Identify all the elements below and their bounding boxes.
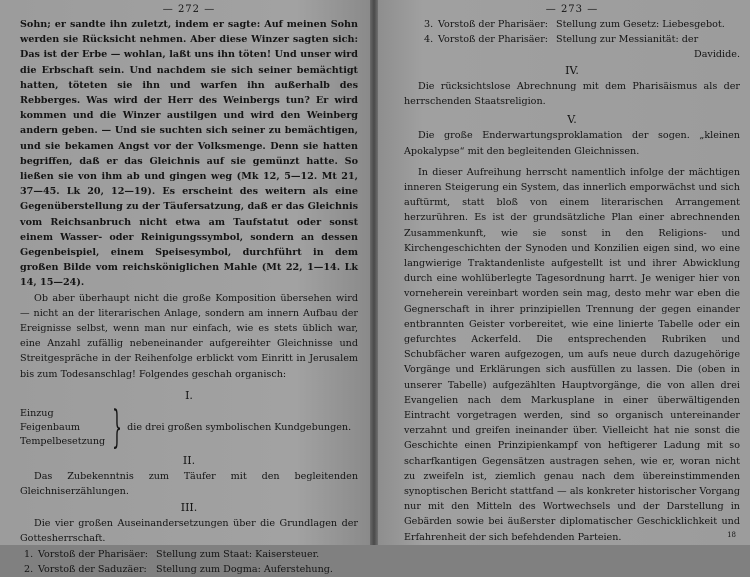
list-item	[20, 562, 358, 577]
list-label: Vorstoß der Saduzäer:	[38, 563, 147, 575]
paragraph: Die rücksichtslose Abrechnung mit dem Pharisäismus als der herrschenden Staatsreligion.	[404, 81, 740, 108]
right-page	[378, 0, 750, 545]
list-continuation: Davidide.	[694, 49, 740, 60]
list-label: Vorstoß der Pharisäer:	[38, 548, 149, 560]
list-label: Vorstoß der Pharisäer:	[438, 19, 549, 30]
brace-item: Einzug	[20, 407, 54, 419]
page-number: — 272 —	[162, 4, 216, 15]
list-item	[404, 32, 740, 47]
list-text: Stellung zum Staat: Kaisersteuer.	[156, 548, 320, 560]
paragraph: Die vier großen Auseinandersetzungen über die Grundlagen der Gottesherrschaft.	[20, 518, 358, 545]
paragraph: Sohn; er sandte ihn zuletzt, indem er sagte: Auf meinen Sohn werden sie Rücksicht nehmen. Aber diese Winzer sagten sich: Das ist der Erbe — wohlan, laßt uns ihn töten! Und unser wird die Erbschaft sein. Und nachdem sie sich seiner bemächtigt hatten, töteten sie ihn und warfen ihn außerhalb des Rebberges. Was wird der Herr des Weinbergs tun? Er wird kommen und die Winzer austilgen und wird den Weinberg andern geben. — Und sie suchten sich seiner zu bemächtigen, und sie bekamen Angst vor der Volksmenge. Denn sie hatten begriffen, daß er das Gleichnis auf sie gemünzt hatte. So ließen sie von ihm ab und gingen weg (Mk 12, 5—12. Mt 21, 37—45. Lk 20, 12—19). Es erscheint des weitern als eine Gegenüberstellung zu der Täufersatzung, daß er das Gleichnis vom Reichsanbruch nicht etwa am Taufstatut oder sonst einem Wasser- oder Reinigungssymbol, sondern an dessen Gegenbeispiel, einem Speisesymbol, durchführt in dem großen Bilde vom reichsköniglichen Mahle (Mt 22, 1—14. Lk 14, 15—24).	[20, 19, 358, 289]
list-number: 1.	[24, 548, 34, 560]
section-heading: III.	[180, 501, 198, 515]
brace-items	[20, 407, 105, 449]
section-heading: IV.	[565, 64, 579, 77]
list-label: Vorstoß der Pharisäer:	[438, 34, 549, 45]
list-number: 3.	[424, 19, 434, 30]
list-number: 4.	[424, 34, 434, 45]
signature-mark: 18	[727, 531, 736, 539]
list-item	[20, 547, 358, 562]
book-gutter	[370, 0, 378, 545]
page-number: — 273 —	[545, 4, 599, 15]
paragraph: Ob aber überhaupt nicht die große Komposition übersehen wird — nicht an der literarischen Anlage, sondern am innern Aufbau der Ereignisse selbst, wenn man nur einfach, wie es stets üblich war, eine Anzahl zufällig nebeneinander aufgereihter Gleichnisse und Streitgespräche in der Reihenfolge erblickt vom Einritt in Jerusalem bis zum Todesanschlag! Folgendes geschah organisch:	[20, 292, 358, 380]
paragraph: In dieser Aufreihung herrscht namentlich infolge der mächtigen inneren Steigerung ein System, das innerlich emporwächst und sich auftürmt, statt bloß von einem literarischen Arrangement herzurühren. Es ist der grundsätzliche Plan einer abrechnenden Zusammenkunft, wie sie sonst in den Religions- und Kirchengeschichten der Synoden und Konzilien eigen sind, wo eine langwierige Traktandenliste aufgestellt ist und ihrer Abwicklung durch eine wohlüberlegte Tagesordnung harrt. Je weniger hier von vorneherein vereinbart worden sein mag, desto mehr war eben die Gegnerschaft in ihrer prinzipiellen Trennung der gegen einander entbrannten Geister vorbereitet, wie eine linierte Tabelle oder ein gefurchtes Ackerfeld. Die entsprechenden Rubriken und Schubfächer waren aufgezogen, um aufs neue durch dazugehörige Vorgänge und Erklärungen sich ausfüllen zu lassen. Die (oben in unserer Tabelle) aufgezählten Hauptvorgänge, die von allen drei Evangelien nach dem Markusplane in einer überwältigenden Eintracht vorgetragen werden, sind so organisch untereinander verzahnt und greifen ineinander über. Vielleicht hat nie sonst die Geschichte einen Prinzipienkampf von heftigerer Ladung mit so scharfkantigen Gegensätzen austragen sehen, wie er, woran nicht zu zweifeln ist, ziemlich genau nach dem übereinstimmenden synoptischen Bericht stattfand — als konkreter historischer Vorgang nur mit den Mitteln des Wortwechsels und der Darstellung in Gebärden sowie bei äußerster diplomatischer Geschicklichkeit und Erfahrenheit der sich befehdenden Parteien.	[404, 166, 740, 543]
brace-item: Tempelbesetzung	[20, 435, 106, 447]
list-item	[404, 17, 740, 32]
section-heading: V.	[567, 113, 577, 127]
left-page	[0, 0, 370, 575]
list-number: 2.	[24, 563, 34, 575]
brace-description: die drei großen symbolischen Kundgebungen.	[127, 421, 352, 433]
paragraph: Die große Enderwartungsproklamation der sogen. „kleinen Apokalypse“ mit den begleitenden Gleichnissen.	[404, 130, 740, 157]
list-text: Stellung zum Dogma: Auferstehung.	[156, 563, 333, 575]
brace-item: Feigenbaum	[20, 421, 81, 433]
paragraph: Das Zubekenntnis zum Täufer mit den begleitenden Gleichniserzählungen.	[20, 470, 358, 498]
brace-group	[20, 401, 358, 453]
curly-brace-icon: }	[112, 401, 123, 453]
list-text: Stellung zur Messianität: der	[556, 34, 699, 45]
section-heading: I.	[185, 388, 193, 402]
section-heading: II.	[182, 453, 196, 467]
list-text: Stellung zum Gesetz: Liebesgebot.	[556, 19, 725, 30]
